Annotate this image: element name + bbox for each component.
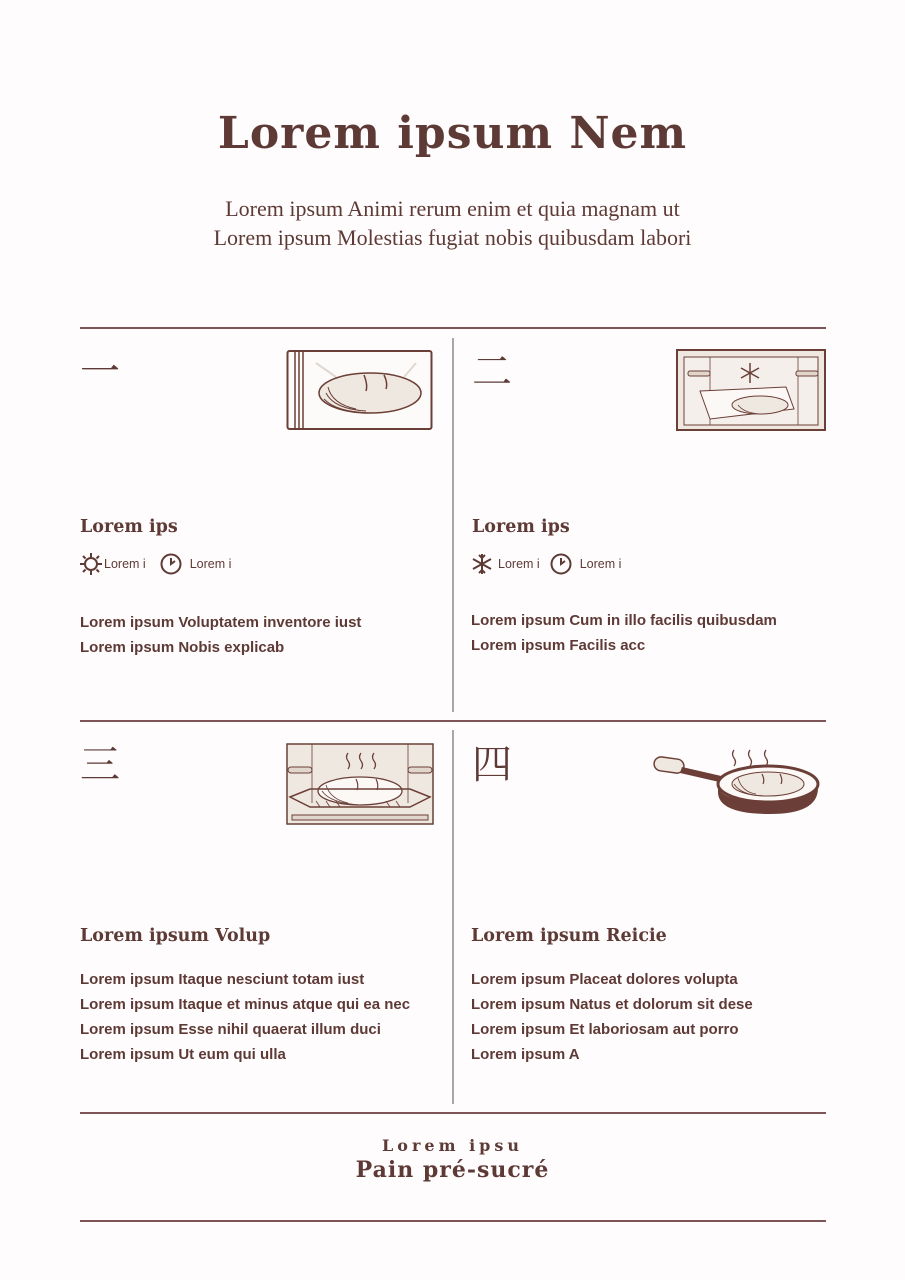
clock-icon <box>550 553 572 575</box>
subtitle-line-2: Lorem ipsum Molestias fugiat nobis quibusdam labori <box>213 225 692 250</box>
page-subtitle <box>0 194 905 252</box>
step-meta <box>471 553 633 575</box>
description-line: Lorem ipsum Placeat dolores volupta <box>471 971 738 988</box>
step-title: Lorem ipsum Volup <box>80 926 271 946</box>
page-title: Lorem ipsum Nem <box>217 108 688 159</box>
footer-product-name: Pain pré-sucré <box>355 1157 550 1183</box>
snowflake-icon <box>471 553 493 575</box>
description-line: Lorem ipsum Cum in illo facilis quibusdam <box>471 612 777 629</box>
step-description <box>471 608 777 658</box>
description-line: Lorem ipsum A <box>471 1046 580 1063</box>
step-title: Lorem ips <box>80 517 178 537</box>
description-line: Lorem ipsum Esse nihil quaerat illum duci <box>80 1021 381 1038</box>
step-title: Lorem ipsum Reicie <box>471 926 667 946</box>
description-line: Lorem ipsum Itaque nesciunt totam iust <box>80 971 365 988</box>
description-line: Lorem ipsum Itaque et minus atque qui ea nec <box>80 996 411 1013</box>
temperature-label: Lorem i <box>104 557 146 571</box>
subtitle-line-1: Lorem ipsum Animi rerum enim et quia magnam ut <box>225 196 680 221</box>
step-number: 四 <box>472 742 512 788</box>
lower-rule <box>80 1112 826 1114</box>
description-line: Lorem ipsum Facilis acc <box>471 637 646 654</box>
footer-caption: Lorem ipsu <box>382 1136 523 1155</box>
step-description <box>80 610 361 660</box>
step-description <box>80 967 410 1067</box>
top-rule <box>80 327 826 329</box>
step-number: 一 <box>80 349 120 395</box>
description-line: Lorem ipsum Ut eum qui ulla <box>80 1046 286 1063</box>
description-line: Lorem ipsum Nobis explicab <box>80 639 285 656</box>
column-divider-top <box>452 338 454 712</box>
description-line: Lorem ipsum Natus et dolorum sit dese <box>471 996 753 1013</box>
time-label: Lorem i <box>579 557 622 571</box>
step-description <box>471 967 753 1067</box>
sun-icon <box>80 553 102 575</box>
bread-bag-illustration <box>286 349 434 436</box>
column-divider-bottom <box>452 730 454 1104</box>
bread-oven-illustration <box>286 743 434 830</box>
bottom-rule <box>80 1220 826 1222</box>
step-number: 二 <box>472 349 512 395</box>
time-label: Lorem i <box>189 557 232 571</box>
description-line: Lorem ipsum Voluptatem inventore iust <box>80 614 362 631</box>
clock-icon <box>160 553 182 575</box>
step-title: Lorem ips <box>472 517 570 537</box>
bread-pan-illustration <box>652 742 824 823</box>
step-meta <box>80 553 243 575</box>
description-line: Lorem ipsum Et laboriosam aut porro <box>471 1021 739 1038</box>
step-number: 三 <box>80 742 120 788</box>
middle-rule <box>80 720 826 722</box>
bread-freezer-illustration <box>676 349 826 436</box>
temperature-label: Lorem i <box>498 557 540 571</box>
